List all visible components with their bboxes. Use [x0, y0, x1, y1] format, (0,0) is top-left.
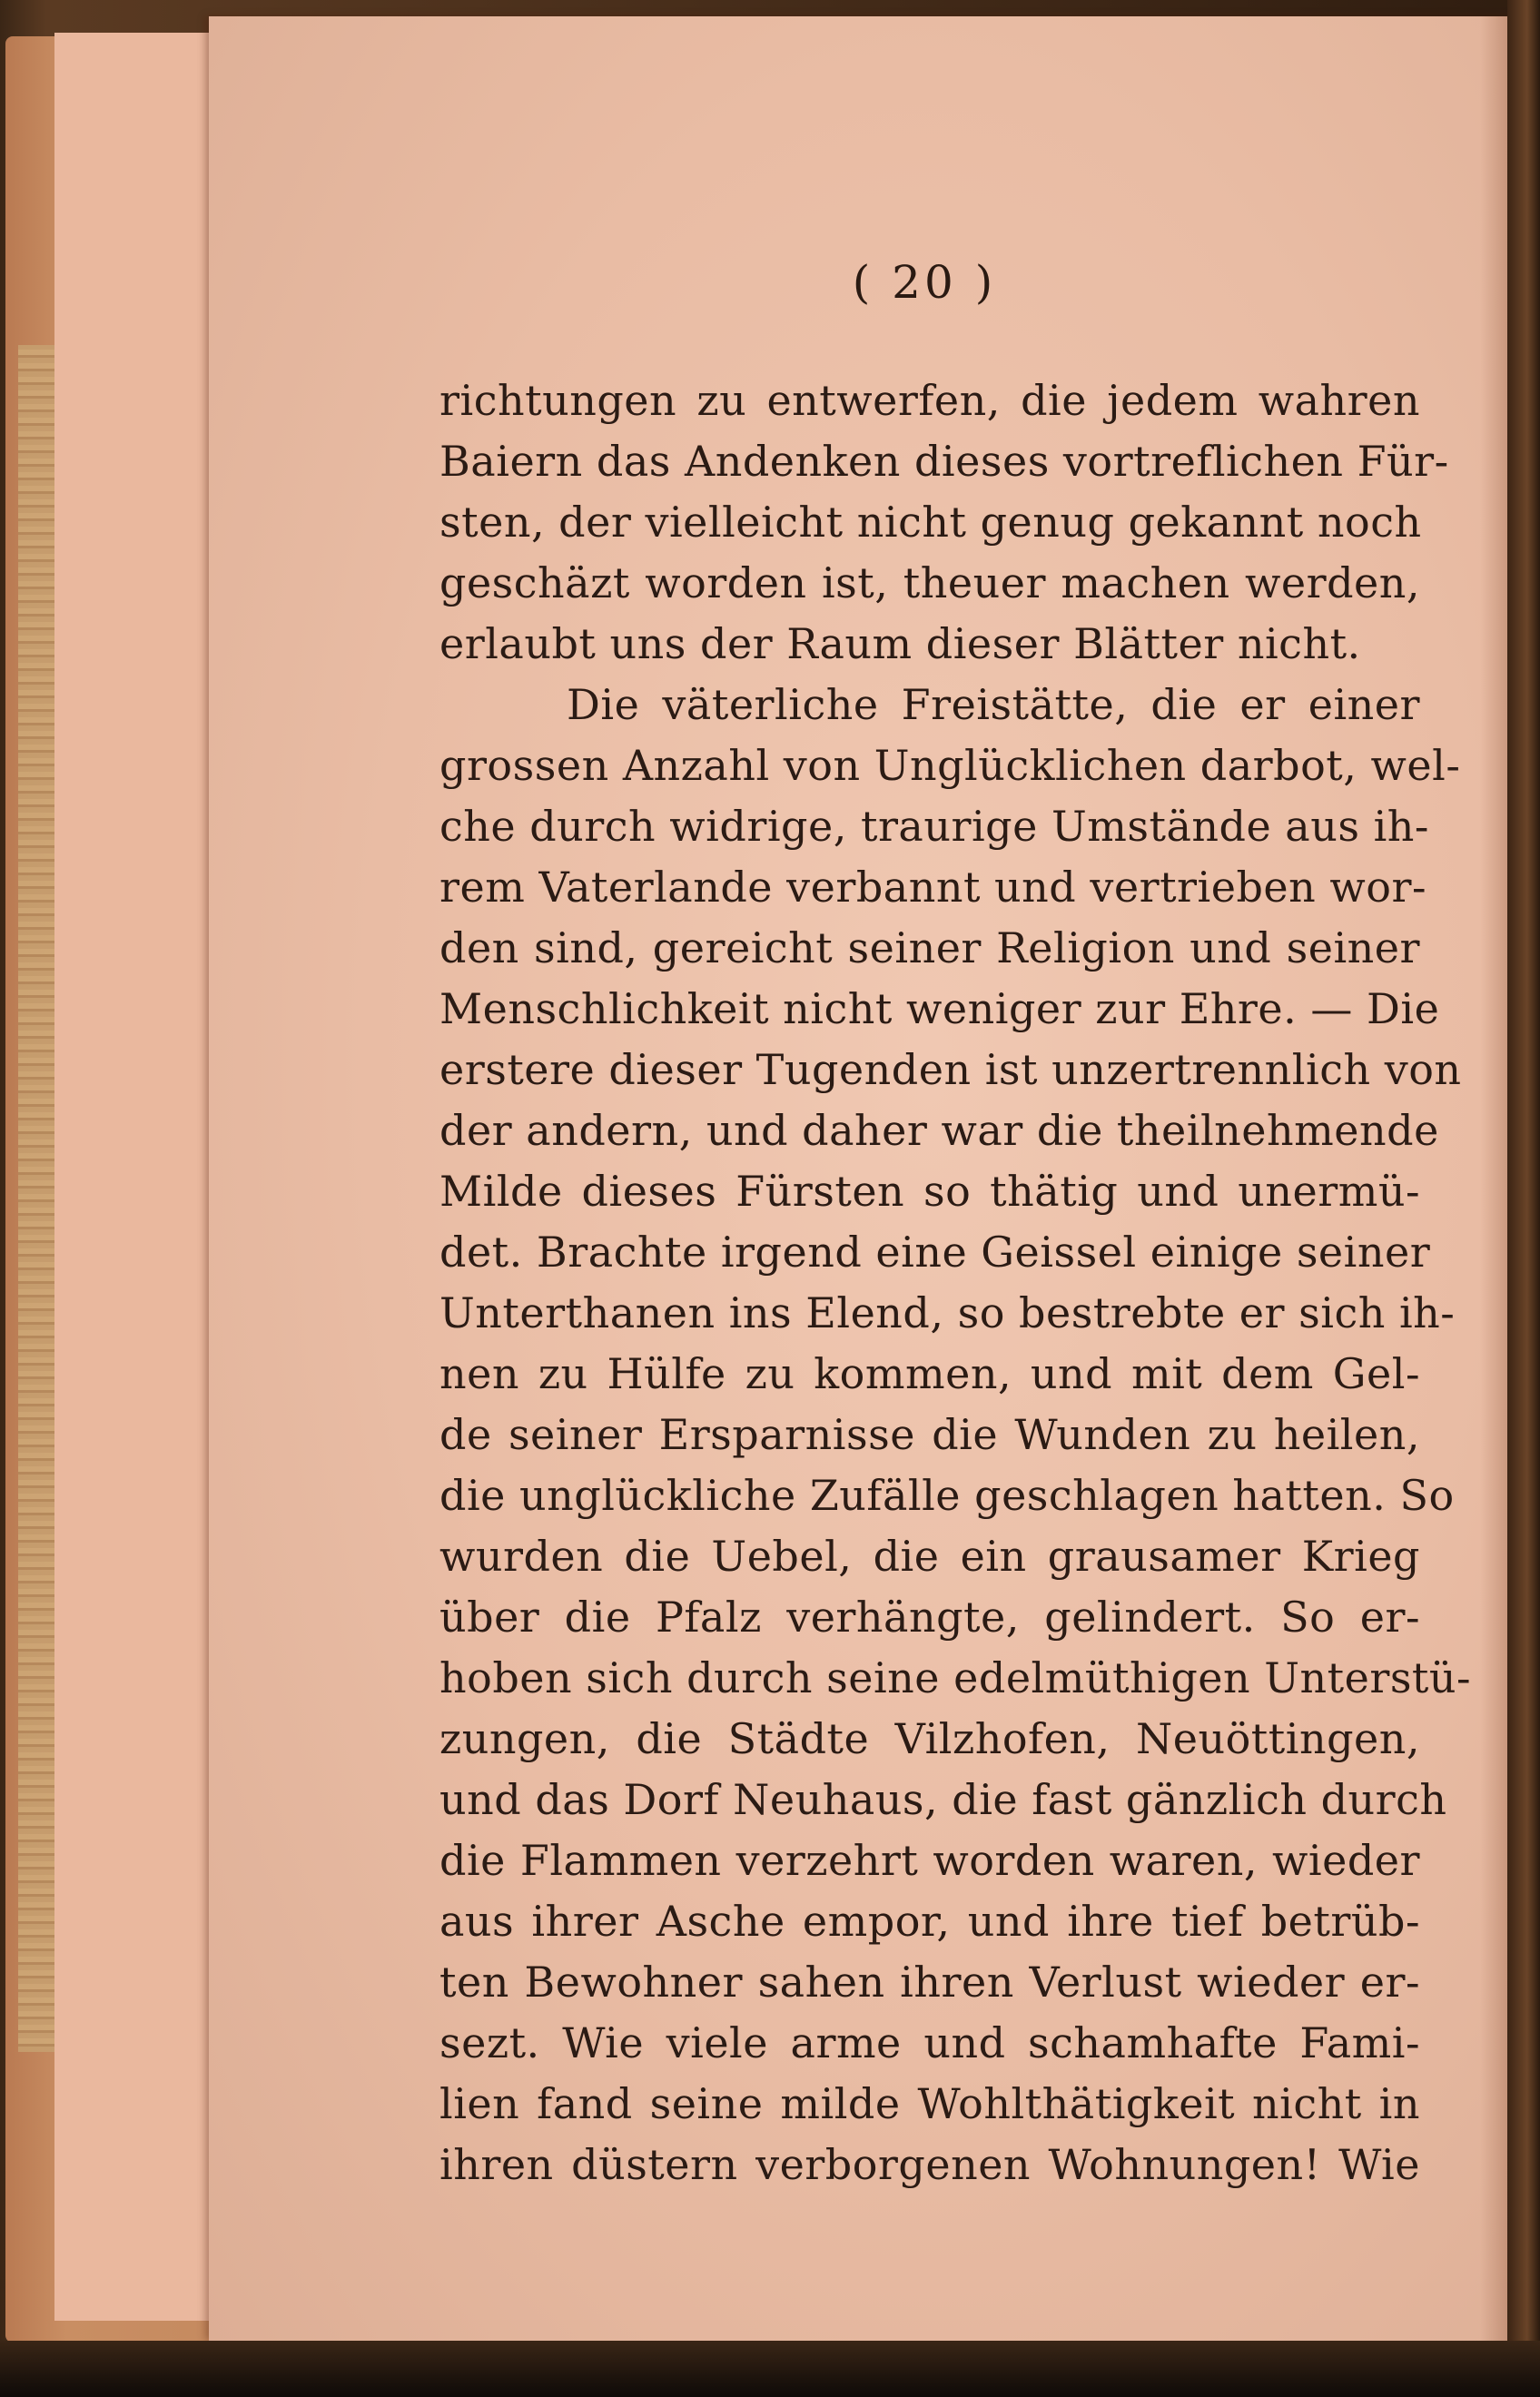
text-line: aus ihrer Asche empor, und ihre tief betrüb-: [439, 1897, 1420, 1946]
page-number: ( 20 ): [852, 256, 997, 309]
text-line: geschäzt worden ist, theuer machen werden,: [439, 558, 1420, 607]
text-line: grossen Anzahl von Unglücklichen darbot, wel-: [439, 741, 1461, 790]
text-line: die Flammen verzehrt worden waren, wieder: [439, 1836, 1420, 1885]
text-line: über die Pfalz verhängte, gelindert. So er-: [439, 1593, 1420, 1642]
text-line: Menschlichkeit nicht weniger zur Ehre. — Die: [439, 984, 1440, 1033]
text-line: Die väterliche Freistätte, die er einer: [567, 680, 1420, 729]
scan-edge: [1507, 0, 1540, 2397]
text-line: und das Dorf Neuhaus, die fast gänzlich durch: [439, 1775, 1447, 1824]
text-line: nen zu Hülfe zu kommen, und mit dem Gel-: [439, 1349, 1420, 1398]
text-line: ten Bewohner sahen ihren Verlust wieder er-: [439, 1958, 1420, 2007]
text-line: rem Vaterlande verbannt und vertrieben wor-: [439, 863, 1427, 912]
text-line: erlaubt uns der Raum dieser Blätter nicht.: [439, 619, 1361, 668]
scan-edge: [0, 2341, 1540, 2397]
text-line: die unglückliche Zufälle geschlagen hatten. So: [439, 1471, 1455, 1520]
page-edge: [173, 33, 212, 2321]
text-line: richtungen zu entwerfen, die jedem wahren: [439, 376, 1420, 425]
text-line: hoben sich durch seine edelmüthigen Unterstü-: [439, 1653, 1472, 1702]
text-line: ihren düstern verborgenen Wohnungen! Wie: [439, 2140, 1420, 2189]
text-line: sezt. Wie viele arme und schamhafte Fami-: [439, 2018, 1420, 2067]
text-line: wurden die Uebel, die ein grausamer Krieg: [439, 1532, 1420, 1581]
text-line: det. Brachte irgend eine Geissel einige seiner: [439, 1228, 1431, 1277]
text-line: zungen, die Städte Vilzhofen, Neuöttingen,: [439, 1714, 1420, 1763]
text-line: erstere dieser Tugenden ist unzertrennlich von: [439, 1045, 1462, 1094]
text-line: den sind, gereicht seiner Religion und seiner: [439, 923, 1420, 972]
text-line: Milde dieses Fürsten so thätig und unermü-: [439, 1167, 1420, 1216]
text-line: Baiern das Andenken dieses vortreflichen Für-: [439, 437, 1449, 486]
text-line: der andern, und daher war die theilnehmende: [439, 1106, 1439, 1155]
text-line: che durch widrige, traurige Umstände aus ih-: [439, 802, 1429, 851]
text-line: de seiner Ersparnisse die Wunden zu heilen,: [439, 1410, 1420, 1459]
text-line: Unterthanen ins Elend, so bestrebte er sich ih-: [439, 1288, 1456, 1337]
body-text: [439, 370, 1472, 2195]
text-line: lien fand seine milde Wohlthätigkeit nicht in: [439, 2079, 1420, 2128]
text-line: sten, der vielleicht nicht genug gekannt noch: [439, 498, 1422, 547]
